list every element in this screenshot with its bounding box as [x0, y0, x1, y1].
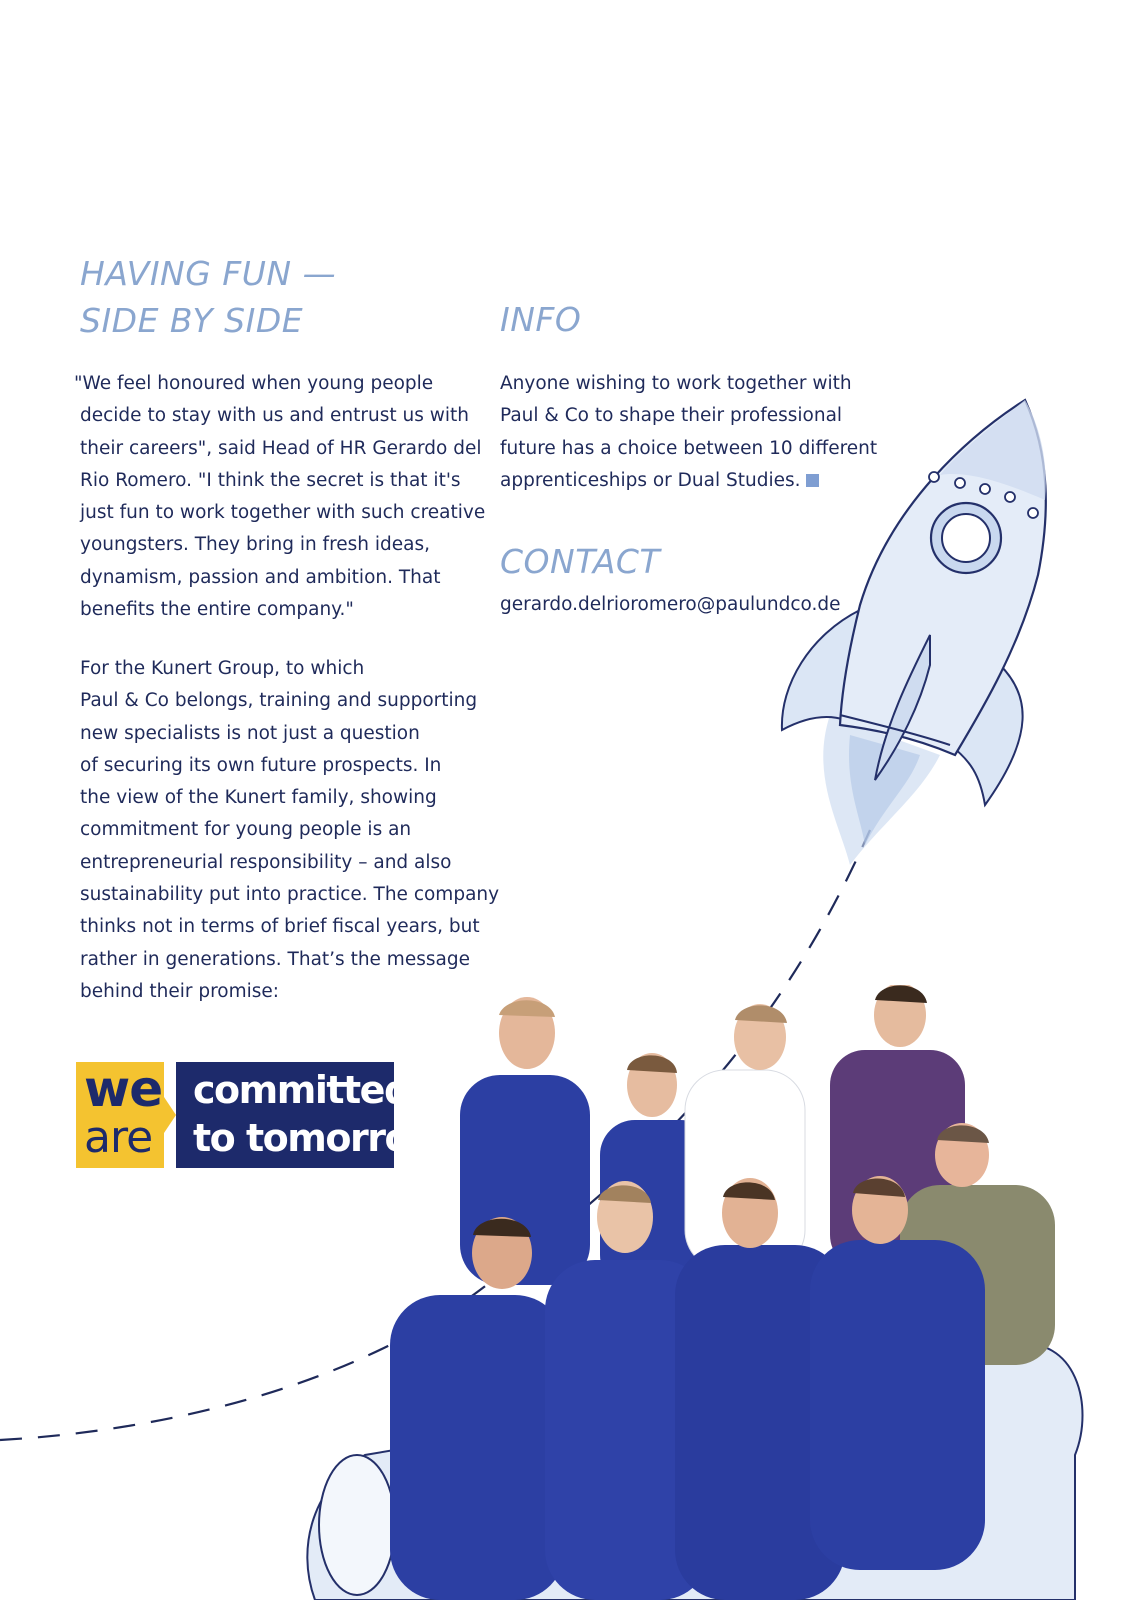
contact-heading: CONTACT — [500, 542, 661, 581]
info-paragraph: Anyone wishing to work together with Paul & Co to shape their professional future has a choice between 10 different apprenticeships or Dual Studies. — [500, 373, 878, 491]
quote-paragraph: "We feel honoured when young people decide to stay with us and entrust us with their careers", said Head of HR Gerardo del Rio Romero. "I think the secret is that it's just fun to work together with such creative youngsters. They bring in fresh ideas, dynamism, passion and ambition. That benefits the entire company." — [74, 373, 486, 621]
logo-line-committed: committed — [193, 1068, 410, 1112]
kunert-group-paragraph: For the Kunert Group, to which Paul & Co belongs, training and supporting new specialists is not just a question of securing its own future prospects. In the view of the Kunert family, showing commitment for young people is an entrepreneurial responsibility – and also sustainability put into practice. The company thinks not in terms of brief fiscal years, but rather in generations. That’s the message behind their promise: — [80, 658, 500, 1002]
info-last-line: apprenticeships or Dual Studies. — [500, 469, 801, 491]
logo-line-to-tomorrow: to tomorrow — [193, 1116, 443, 1160]
logo-word-are: are — [84, 1112, 153, 1163]
logo-notch — [164, 1097, 176, 1133]
logo-word-we: we — [84, 1060, 163, 1118]
having-fun-heading: HAVING FUN — SIDE BY SIDE — [80, 254, 337, 340]
we-are-committed-logo — [76, 1060, 443, 1168]
rocket-icon — [770, 395, 1070, 875]
contact-email[interactable]: gerardo.delrioromero@paulundco.de — [500, 594, 841, 615]
group-photo — [295, 985, 1095, 1600]
info-heading: INFO — [500, 300, 582, 339]
